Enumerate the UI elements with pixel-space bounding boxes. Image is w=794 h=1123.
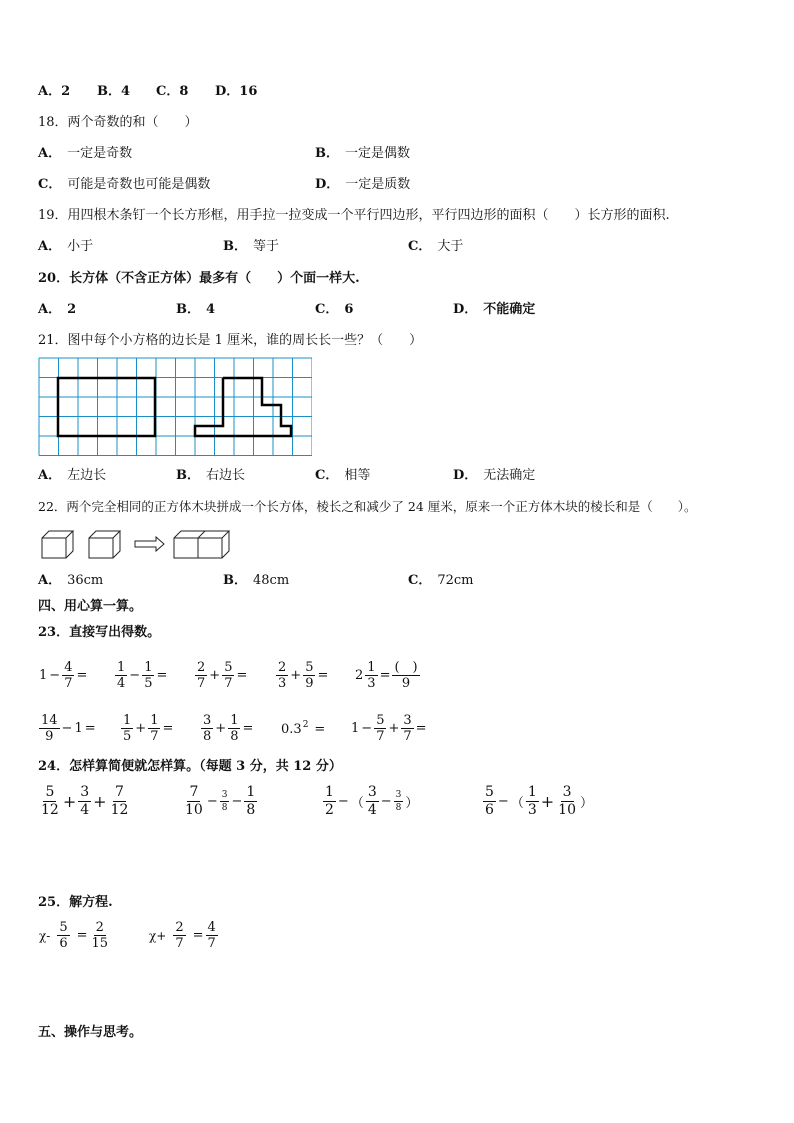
operator: − <box>206 794 218 809</box>
operator: + <box>62 792 77 811</box>
section-4-heading: 四、用心算一算。 <box>38 599 143 614</box>
denominator: 4 <box>367 802 377 818</box>
answer-fraction[interactable] <box>392 660 419 691</box>
numerator: 1 <box>367 660 376 675</box>
denominator: 8 <box>221 803 228 813</box>
q20-stem: 20．长方体（不含正方体）最多有（ ）个面一样大. <box>38 271 360 286</box>
fraction <box>183 784 205 819</box>
operator: + <box>290 668 302 683</box>
q17-option-a[interactable]: A．2 <box>38 84 71 99</box>
option-text: 一定是偶数 <box>345 146 411 161</box>
numerator: 3 <box>203 713 212 728</box>
fraction <box>201 713 213 744</box>
numerator: 1 <box>144 660 153 675</box>
fraction <box>90 920 111 951</box>
numerator: 1 <box>123 713 132 728</box>
denominator: 9 <box>305 676 314 691</box>
cube-1-icon <box>42 531 73 558</box>
denominator: 10 <box>185 802 203 818</box>
option-text: 可能是奇数也可能是偶数 <box>67 177 211 192</box>
q20-option-c[interactable] <box>315 302 353 318</box>
fraction <box>62 660 74 691</box>
denominator: 4 <box>80 802 90 818</box>
numerator: 1 <box>150 713 159 728</box>
q20-option-d[interactable] <box>453 302 535 318</box>
q23-expr-6 <box>38 713 97 744</box>
numerator: 14 <box>41 713 58 728</box>
fraction <box>195 660 207 691</box>
q24-expr-4 <box>482 784 594 819</box>
denominator: 5 <box>144 676 153 691</box>
variable: χ+ <box>149 928 167 943</box>
numerator: 1 <box>527 784 537 800</box>
number: 1 <box>39 668 48 683</box>
fraction <box>173 920 185 951</box>
fraction <box>57 920 69 951</box>
q17-option-b[interactable]: B．4 <box>97 84 131 99</box>
option-text: 等于 <box>253 239 280 254</box>
q18-stem: 18．两个奇数的和（ ） <box>38 115 198 130</box>
operator: − <box>49 668 61 683</box>
option-text: 左边长 <box>67 468 107 483</box>
denominator: 7 <box>197 676 206 691</box>
fraction <box>109 784 131 819</box>
denominator: 10 <box>558 802 576 818</box>
whole-number: 2 <box>355 668 364 683</box>
fraction <box>115 660 127 691</box>
denominator: 15 <box>91 936 109 951</box>
option-key: C． <box>408 573 432 588</box>
exponent: 2 <box>302 719 309 730</box>
number: 1 <box>351 721 360 736</box>
option-text: 一定是质数 <box>345 177 411 192</box>
q19-option-b[interactable] <box>223 239 279 255</box>
option-text: 右边长 <box>206 468 246 483</box>
fraction <box>228 713 240 744</box>
fraction <box>244 784 257 819</box>
option-key: A． <box>38 573 62 588</box>
right-paren: ） <box>405 796 419 811</box>
denominator: 6 <box>485 802 494 818</box>
option-key: D． <box>315 177 340 192</box>
fraction <box>374 713 386 744</box>
denominator: 2 <box>325 802 334 818</box>
denominator: 9 <box>45 729 54 744</box>
option-key: C． <box>315 302 339 317</box>
fraction <box>323 784 336 819</box>
operator: − <box>497 794 509 809</box>
option-key: B． <box>223 239 247 254</box>
denominator: 8 <box>230 729 239 744</box>
q25-stem: 25．解方程. <box>38 895 113 910</box>
denominator: 7 <box>207 936 216 951</box>
option-key: D． <box>453 468 478 483</box>
right-paren: ） <box>580 796 594 811</box>
q23-expr-8 <box>200 713 254 744</box>
fraction <box>78 784 91 819</box>
equals: = <box>76 928 88 943</box>
numerator: 4 <box>207 920 216 935</box>
operator: + <box>215 721 227 736</box>
numerator: 4 <box>64 660 73 675</box>
fraction <box>394 789 404 814</box>
operator: − <box>231 794 243 809</box>
q24-expr-1 <box>38 784 131 819</box>
fraction <box>39 713 60 744</box>
q21-option-d[interactable] <box>453 468 535 484</box>
option-key: A． <box>38 302 62 317</box>
numerator: 3 <box>395 790 402 800</box>
q18-option-d[interactable] <box>315 177 410 193</box>
denominator: 4 <box>117 676 126 691</box>
q25-equation-2 <box>148 920 219 951</box>
numerator: 5 <box>224 660 233 675</box>
operator: − <box>380 794 392 809</box>
numerator: 7 <box>115 784 124 800</box>
denominator: 5 <box>123 729 132 744</box>
numerator: 5 <box>45 784 55 800</box>
denominator: 7 <box>403 729 412 744</box>
equals: = <box>317 668 329 683</box>
q22-option-c[interactable] <box>408 573 474 589</box>
fraction <box>556 784 578 819</box>
denominator: 7 <box>224 676 233 691</box>
section-5-heading: 五、操作与思考。 <box>38 1025 143 1040</box>
option-text: 4 <box>206 302 216 317</box>
q21-stem: 21．图中每个小方格的边长是 1 厘米，谁的周长长一些？（ ） <box>38 333 423 348</box>
q23-expr-9 <box>280 719 326 737</box>
option-text: 大于 <box>437 239 464 254</box>
q23-expr-2 <box>114 660 168 691</box>
fraction <box>222 660 234 691</box>
denominator: 8 <box>203 729 212 744</box>
cuboid-icon <box>174 531 229 558</box>
option-text: 相等 <box>344 468 371 483</box>
numerator: 3 <box>80 784 90 800</box>
numerator: 5 <box>59 920 68 935</box>
denominator: 3 <box>527 802 537 818</box>
q17-option-c[interactable]: C．8 <box>156 84 189 99</box>
option-text: 2 <box>67 302 77 317</box>
q23-expr-4 <box>275 660 329 691</box>
numerator: 7 <box>189 784 199 800</box>
equals: = <box>76 668 88 683</box>
q21-option-b[interactable] <box>176 468 245 484</box>
q23-expr-7 <box>120 713 174 744</box>
numerator: 1 <box>325 784 334 800</box>
equals: = <box>162 721 174 736</box>
decimal: 0.3 <box>281 722 302 737</box>
denominator: 12 <box>41 802 59 818</box>
q25-equation-1 <box>38 920 111 951</box>
option-text: 36cm <box>67 573 104 588</box>
equals: = <box>314 722 326 737</box>
numerator: 2 <box>175 920 184 935</box>
numerator: 3 <box>403 713 412 728</box>
q19-option-a[interactable] <box>38 239 93 255</box>
fraction <box>220 789 230 814</box>
denominator: 7 <box>376 729 385 744</box>
operator: + <box>388 721 400 736</box>
q22-option-b[interactable] <box>223 573 289 589</box>
option-key: C． <box>38 177 62 192</box>
option-key: B． <box>176 468 200 483</box>
denominator: 7 <box>150 729 159 744</box>
numerator: 5 <box>376 713 385 728</box>
option-key: B． <box>176 302 200 317</box>
q24-stem: 24．怎样算简便就怎样算。（每题 3 分，共 12 分） <box>38 759 342 774</box>
numerator-blank[interactable]: ( ) <box>394 660 418 675</box>
numerator: 3 <box>562 784 572 800</box>
operator: + <box>93 792 107 811</box>
q17-option-d[interactable]: D．16 <box>215 84 258 99</box>
numerator: 5 <box>305 660 314 675</box>
numerator: 3 <box>221 790 228 800</box>
denominator: 7 <box>64 676 73 691</box>
fraction <box>365 660 377 691</box>
equals: = <box>192 928 204 943</box>
denominator: 3 <box>367 676 376 691</box>
option-key: A． <box>38 468 62 483</box>
q24-expr-3 <box>322 784 419 819</box>
operator: + <box>135 721 147 736</box>
option-text: 48cm <box>253 573 290 588</box>
fraction <box>276 660 288 691</box>
fraction <box>401 713 413 744</box>
option-text: 不能确定 <box>483 302 536 317</box>
q20-option-a[interactable] <box>38 302 76 318</box>
q22-option-a[interactable] <box>38 573 103 589</box>
option-text: 小于 <box>67 239 94 254</box>
fraction <box>303 660 315 691</box>
left-paren: （ <box>510 796 524 811</box>
q18-option-c[interactable] <box>38 177 210 193</box>
q23-expr-3 <box>194 660 248 691</box>
option-key: A． <box>38 146 62 161</box>
right-arrow-icon <box>135 537 164 551</box>
q23-expr-10 <box>350 713 428 744</box>
equals: = <box>84 721 96 736</box>
equals: = <box>156 668 168 683</box>
q23-expr-1 <box>38 660 88 691</box>
option-key: B． <box>315 146 339 161</box>
q19-stem: 19．用四根木条钉一个长方形框，用手拉一拉变成一个平行四边形，平行四边形的面积（ ）长方形的面积. <box>38 208 670 223</box>
equals: = <box>242 721 254 736</box>
fraction <box>526 784 539 819</box>
fraction <box>148 713 160 744</box>
denominator: 3 <box>278 676 287 691</box>
cube-figure <box>38 528 238 562</box>
left-rectangle-shape <box>58 378 155 436</box>
numerator: 3 <box>367 784 377 800</box>
fraction <box>39 784 61 819</box>
operator: − <box>337 794 349 809</box>
q18-option-a[interactable] <box>38 146 132 162</box>
equals: = <box>415 721 427 736</box>
denominator: 6 <box>59 936 68 951</box>
numerator: 1 <box>117 660 126 675</box>
option-key: B． <box>223 573 247 588</box>
number: 1 <box>74 721 83 736</box>
operator: + <box>540 792 555 811</box>
q21-option-c[interactable] <box>315 468 370 484</box>
operator: − <box>361 721 373 736</box>
q20-option-b[interactable] <box>176 302 215 318</box>
denominator: 7 <box>175 936 184 951</box>
grid-lines <box>39 358 312 456</box>
q21-option-a[interactable] <box>38 468 106 484</box>
q22-stem: 22．两个完全相同的正方体木块拼成一个长方体，棱长之和减少了 24 厘米，原来一个正方体木块的棱长和是（ ）。 <box>38 499 697 514</box>
variable: χ- <box>39 928 51 943</box>
option-text: 72cm <box>437 573 474 588</box>
q23-stem: 23．直接写出得数。 <box>38 625 161 640</box>
option-key: C． <box>408 239 432 254</box>
right-step-shape <box>195 378 291 436</box>
numerator: 1 <box>246 784 256 800</box>
operator: − <box>129 668 141 683</box>
q19-option-c[interactable] <box>408 239 463 255</box>
numerator: 2 <box>278 660 287 675</box>
operator: − <box>61 721 73 736</box>
fraction <box>121 713 133 744</box>
q24-expr-2 <box>182 784 258 819</box>
equals: = <box>379 668 391 683</box>
q18-option-b[interactable] <box>315 146 410 162</box>
fraction <box>366 784 379 819</box>
denominator: 8 <box>395 803 402 813</box>
numerator: 1 <box>230 713 239 728</box>
q23-expr-5 <box>354 660 421 691</box>
numerator: 5 <box>485 784 494 800</box>
cube-2-icon <box>89 531 120 558</box>
fraction <box>206 920 218 951</box>
left-paren: （ <box>350 796 364 811</box>
denominator: 8 <box>246 802 256 818</box>
option-key: D． <box>453 302 478 317</box>
option-text: 6 <box>344 302 354 317</box>
numerator: 2 <box>197 660 206 675</box>
option-text: 无法确定 <box>483 468 536 483</box>
operator: + <box>209 668 221 683</box>
denominator: 9 <box>401 676 411 691</box>
fraction <box>142 660 154 691</box>
option-text: 一定是奇数 <box>67 146 133 161</box>
option-key: C． <box>315 468 339 483</box>
equals: = <box>236 668 248 683</box>
option-key: A． <box>38 239 62 254</box>
fraction <box>483 784 496 819</box>
grid-figure <box>38 357 312 457</box>
denominator: 12 <box>110 802 129 818</box>
numerator: 2 <box>95 920 104 935</box>
